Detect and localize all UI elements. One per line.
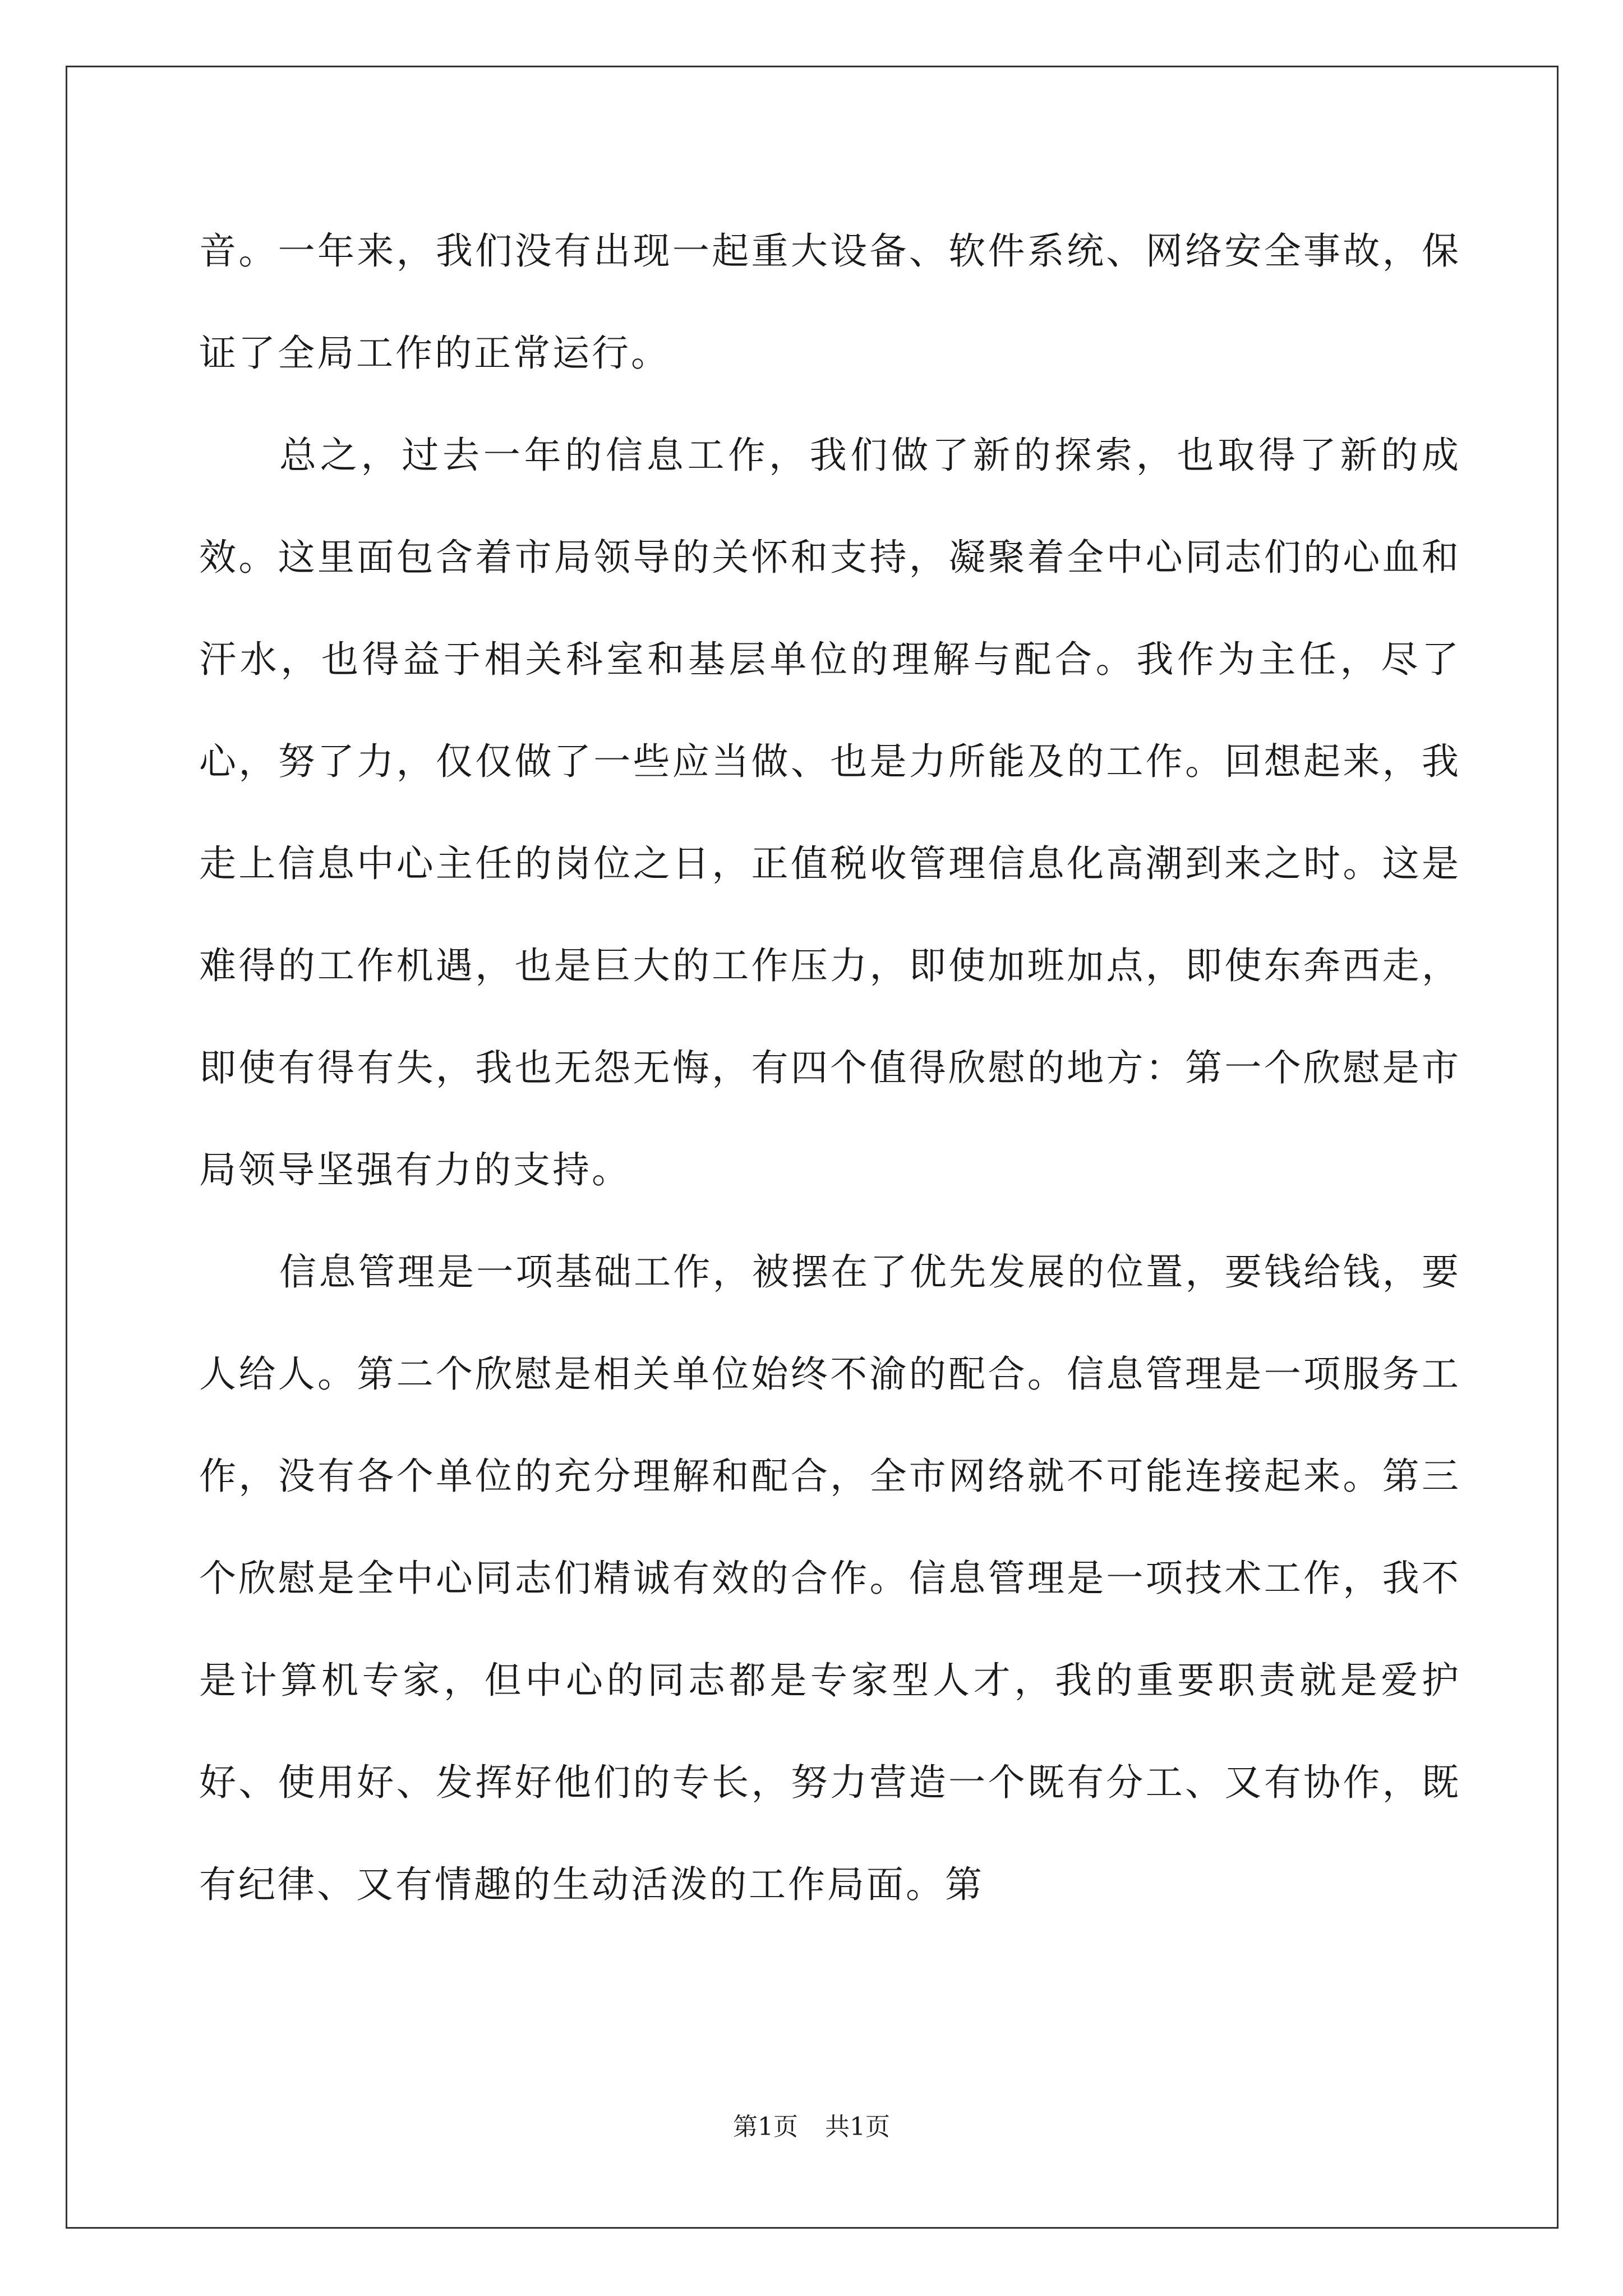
- paragraph-2: 总之，过去一年的信息工作，我们做了新的探索，也取得了新的成效。这里面包含着市局领导的关怀和支持，凝聚着全中心同志们的心血和汗水，也得益于相关科室和基层单位的理解与配合。我作为主任，尽了心，努了力，仅仅做了一些应当做、也是力所能及的工作。回想起来，我走上信息中心主任的岗位之日，正值税收管理信息化高潮到来之时。这是难得的工作机遇，也是巨大的工作压力，即使加班加点，即使东奔西走，即使有得有失，我也无怨无悔，有四个值得欣慰的地方：第一个欣慰是市局领导坚强有力的支持。: [199, 434, 1461, 1191]
- paragraph-3: 信息管理是一项基础工作，被摆在了优先发展的位置，要钱给钱，要人给人。第二个欣慰是相关单位始终不渝的配合。信息管理是一项服务工作，没有各个单位的充分理解和配合，全市网络就不可能连接起来。第三个欣慰是全中心同志们精诚有效的合作。信息管理是一项技术工作，我不是计算机专家，但中心的同志都是专家型人才，我的重要职责就是爱护好、使用好、发挥好他们的专长，努力营造一个既有分工、又有协作，既有纪律、又有情趣的生动活泼的工作局面。第: [199, 1250, 1461, 1906]
- page-total: 共1页: [825, 2113, 890, 2141]
- page-footer: [0, 2110, 1623, 2144]
- page-number: 第1页: [733, 2113, 798, 2141]
- paragraph-1: 音。一年来，我们没有出现一起重大设备、软件系统、网络安全事故，保证了全局工作的正常运行。: [199, 229, 1461, 375]
- document-body: [199, 200, 1461, 1936]
